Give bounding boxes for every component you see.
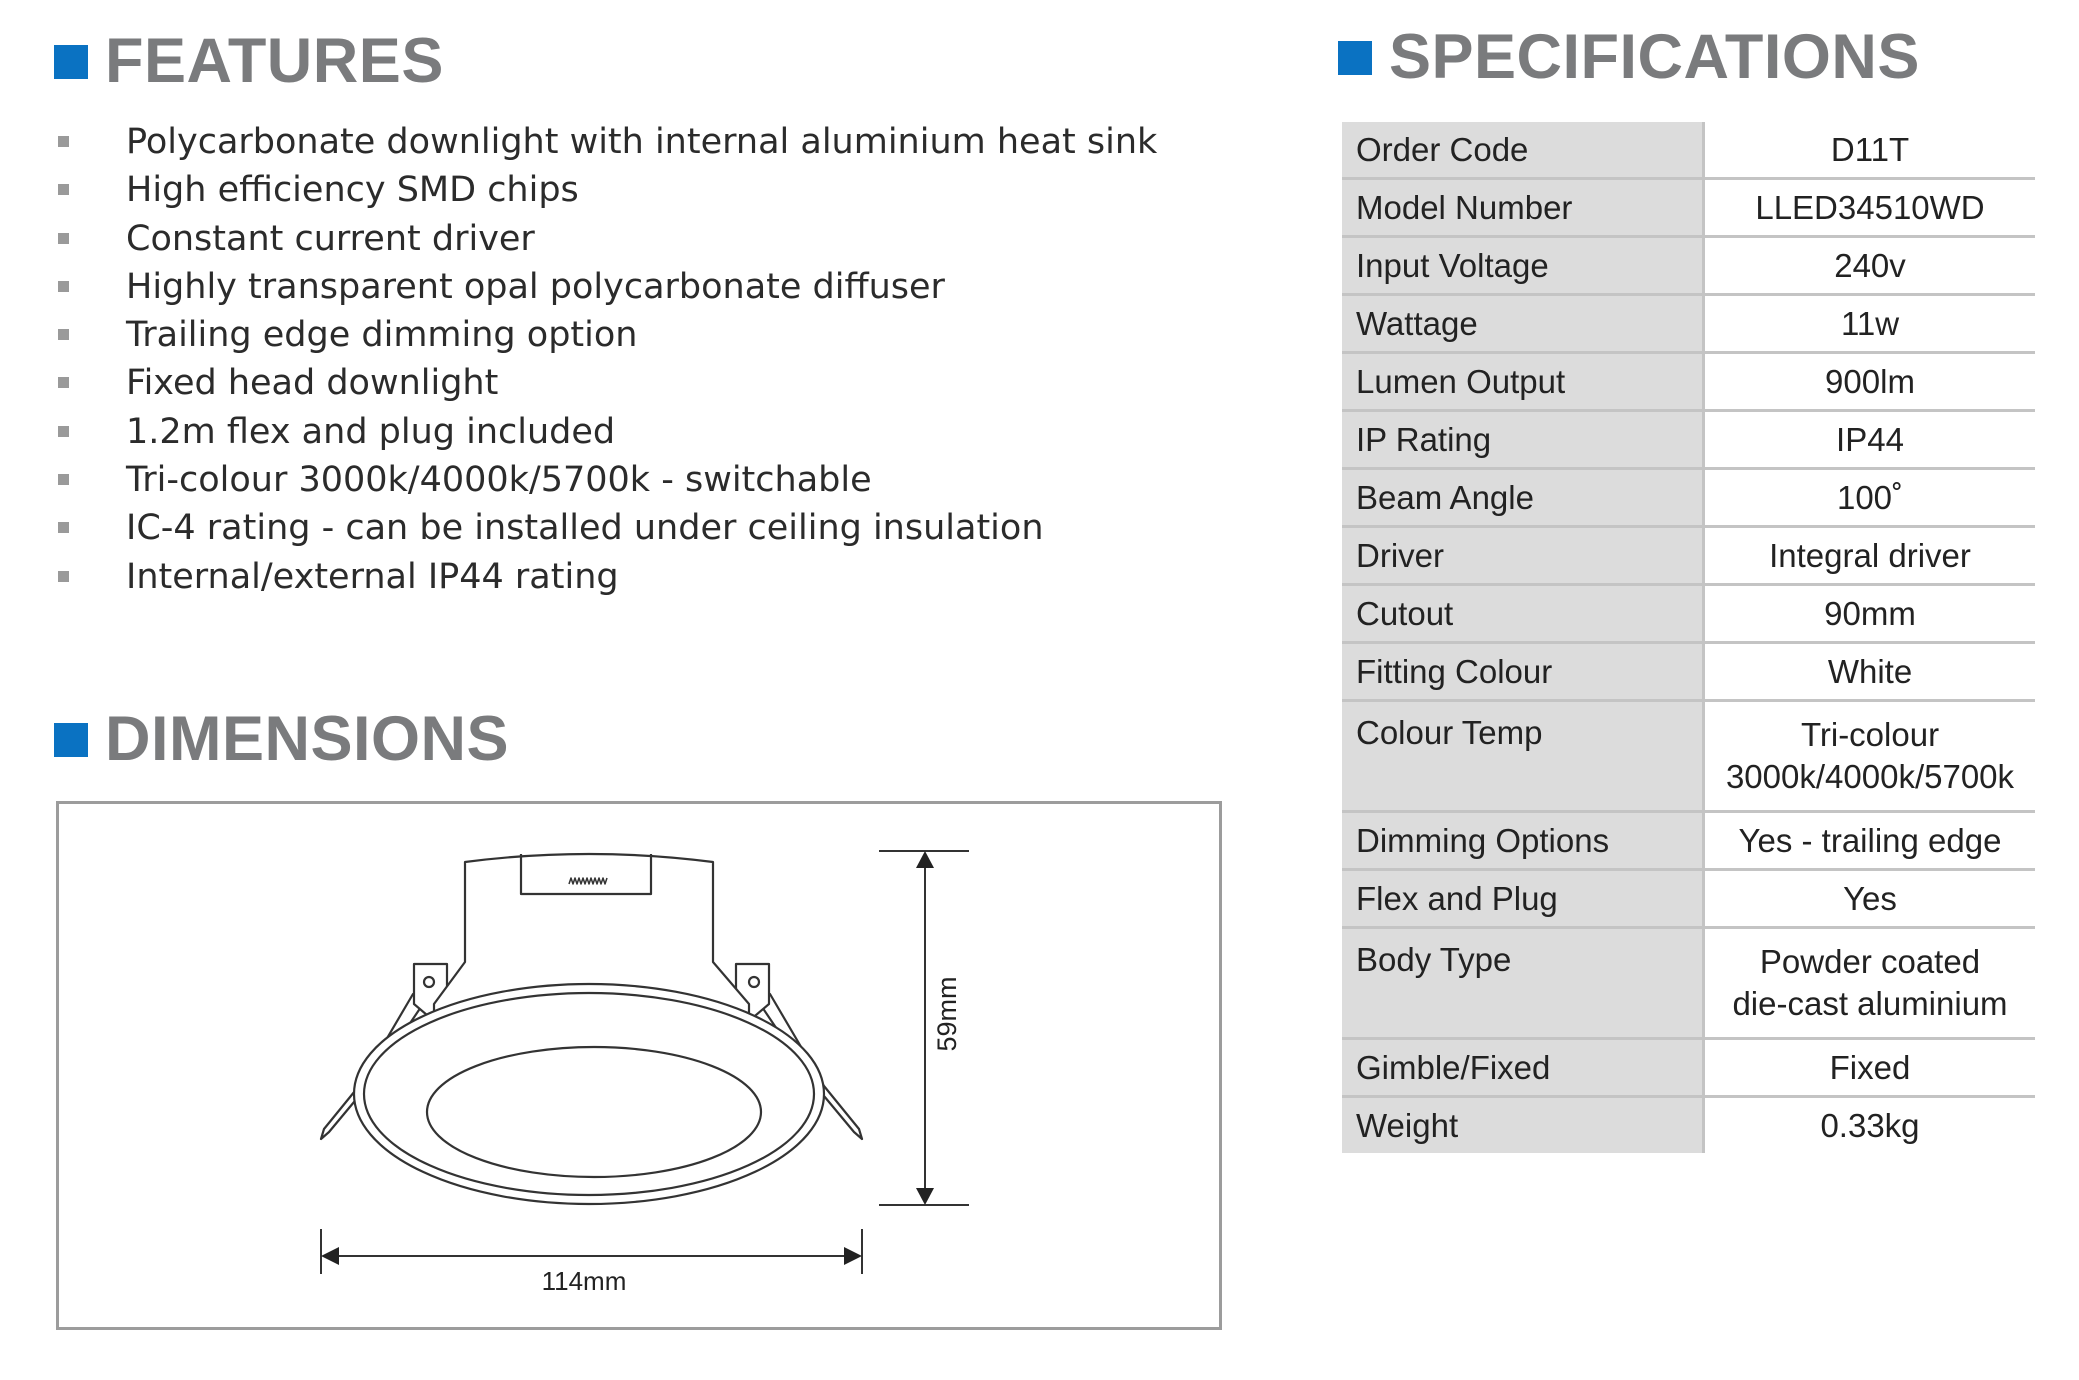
spec-value: Integral driver <box>1704 527 2036 585</box>
table-row <box>1342 870 2035 928</box>
spec-label: Cutout <box>1342 585 1704 643</box>
feature-item: Tri-colour 3000k/4000k/5700k - switchable <box>56 456 1157 504</box>
spec-label: Model Number <box>1342 179 1704 237</box>
dimension-drawing-box <box>56 801 1222 1330</box>
section-square-icon <box>54 723 88 757</box>
feature-item: Highly transparent opal polycarbonate diffuser <box>56 263 1157 311</box>
bullet-square-icon <box>58 233 69 244</box>
width-label: 114mm <box>541 1266 627 1296</box>
table-row <box>1342 527 2035 585</box>
feature-item: Polycarbonate downlight with internal aluminium heat sink <box>56 118 1157 166</box>
spec-value: D11T <box>1704 122 2036 179</box>
specifications-heading <box>1338 22 1920 92</box>
bullet-square-icon <box>58 571 69 582</box>
spec-value: Yes <box>1704 870 2036 928</box>
downlight-drawing <box>59 804 1219 1327</box>
height-label: 59mm <box>932 976 962 1052</box>
spec-value: 900lm <box>1704 353 2036 411</box>
spec-label: Flex and Plug <box>1342 870 1704 928</box>
table-row <box>1342 179 2035 237</box>
spec-value: IP44 <box>1704 411 2036 469</box>
feature-item: Fixed head downlight <box>56 359 1157 407</box>
spec-label: Driver <box>1342 527 1704 585</box>
spec-label: Weight <box>1342 1097 1704 1154</box>
spec-label: Wattage <box>1342 295 1704 353</box>
spec-label: Lumen Output <box>1342 353 1704 411</box>
feature-item: IC-4 rating - can be installed under ceiling insulation <box>56 504 1157 552</box>
specifications-table <box>1342 122 2035 1153</box>
bullet-square-icon <box>58 136 69 147</box>
spec-value: 240v <box>1704 237 2036 295</box>
bullet-square-icon <box>58 184 69 195</box>
dimensions-title-text: DIMENSIONS <box>105 704 510 774</box>
table-row <box>1342 469 2035 527</box>
bullet-square-icon <box>58 377 69 388</box>
table-row <box>1342 122 2035 179</box>
spec-value: White <box>1704 643 2036 701</box>
table-row <box>1342 701 2035 812</box>
spec-label: Beam Angle <box>1342 469 1704 527</box>
spec-label: Fitting Colour <box>1342 643 1704 701</box>
feature-item: Trailing edge dimming option <box>56 311 1157 359</box>
spec-value: 100˚ <box>1704 469 2036 527</box>
features-title-text: FEATURES <box>105 26 444 96</box>
table-row <box>1342 643 2035 701</box>
table-row <box>1342 237 2035 295</box>
spec-value: 90mm <box>1704 585 2036 643</box>
spec-value: Fixed <box>1704 1039 2036 1097</box>
bullet-square-icon <box>58 426 69 437</box>
bullet-square-icon <box>58 474 69 485</box>
table-row <box>1342 812 2035 870</box>
diffuser <box>427 1047 761 1177</box>
spec-value: LLED34510WD <box>1704 179 2036 237</box>
spec-value: Powder coated die-cast aluminium <box>1704 928 2036 1039</box>
section-square-icon <box>54 45 88 79</box>
dimensions-heading <box>54 704 510 774</box>
spec-label: Dimming Options <box>1342 812 1704 870</box>
features-list <box>56 118 1157 601</box>
spec-label: Input Voltage <box>1342 237 1704 295</box>
feature-item: High efficiency SMD chips <box>56 166 1157 214</box>
section-square-icon <box>1338 41 1372 75</box>
spec-value: Yes - trailing edge <box>1704 812 2036 870</box>
table-row <box>1342 295 2035 353</box>
spec-label: Body Type <box>1342 928 1704 1039</box>
bullet-square-icon <box>58 522 69 533</box>
spec-value: Tri-colour 3000k/4000k/5700k <box>1704 701 2036 812</box>
bullet-square-icon <box>58 329 69 340</box>
feature-item: 1.2m flex and plug included <box>56 408 1157 456</box>
feature-item: Internal/external IP44 rating <box>56 553 1157 601</box>
features-heading <box>54 26 444 96</box>
table-row <box>1342 353 2035 411</box>
table-row <box>1342 928 2035 1039</box>
spec-label: Gimble/Fixed <box>1342 1039 1704 1097</box>
spec-value: 0.33kg <box>1820 1106 1920 1144</box>
spec-label: Colour Temp <box>1342 701 1704 812</box>
table-row <box>1342 585 2035 643</box>
table-row <box>1342 1039 2035 1097</box>
feature-item: Constant current driver <box>56 215 1157 263</box>
specifications-title-text: SPECIFICATIONS <box>1389 22 1920 92</box>
spec-value: 11w <box>1704 295 2036 353</box>
bullet-square-icon <box>58 281 69 292</box>
spec-label: Order Code <box>1342 122 1704 179</box>
table-row <box>1342 1097 2035 1154</box>
table-row <box>1342 411 2035 469</box>
spec-label: IP Rating <box>1342 411 1704 469</box>
